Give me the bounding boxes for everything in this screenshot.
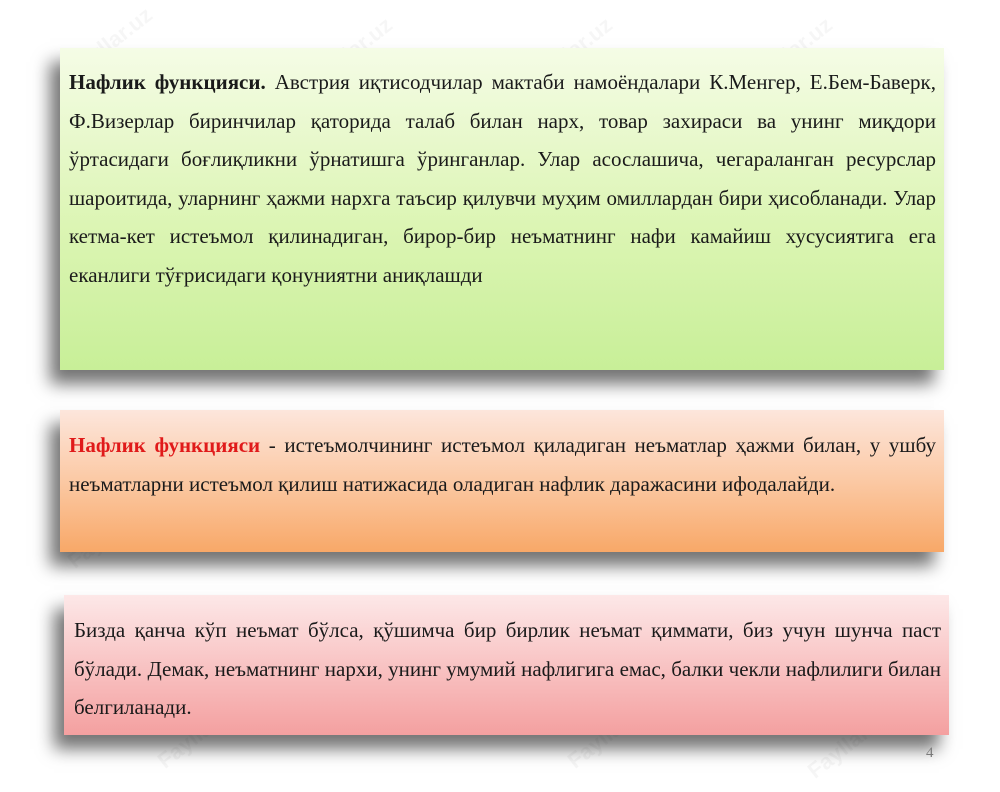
block2-term: Нафлик функцияси (69, 433, 261, 457)
conclusion-block-pink (64, 595, 949, 735)
block3-paragraph: Бизда қанча кўп неъмат бўлса, қўшимча бир бирлик неъмат қиммати, биз учун шунча паст бўлади. Демак, неъматнинг нархи, унинг умумий нафлигига емас, балки чекли нафлилиги билан белгиланади. (74, 618, 941, 719)
block1-text: Австрия иқтисодчилар мактаби намоёндалари К.Менгер, Е.Бем-Баверк, Ф.Визерлар биринчилар қаторида талаб билан нарх, товар захираси ва унинг миқдори ўртасидаги боғлиқликни ўрнатишга ўринганлар. Улар асослашича, чегараланган ресурслар шароитида, уларнинг ҳажми нархга таъсир қилувчи муҳим омиллардан бири ҳисобланади. Улар кетма-кет истеъмол қилинадиган, бирор-бир неъматнинг нафи камайиш хусусиятига ега еканлиги тўғрисидаги қонуниятни аниқлашди (69, 70, 936, 287)
block2-text: - истеъмолчининг истеъмол қиладиган неъматлар ҳажми билан, у ушбу неъматларни истеъмол қилиш натижасида оладиган нафлик даражасини ифодалайди. (69, 433, 936, 496)
definition-block-green (60, 48, 944, 370)
page-number: 4 (926, 745, 934, 761)
block2-paragraph (69, 426, 936, 503)
definition-block-orange (60, 410, 944, 552)
block1-paragraph (69, 63, 936, 294)
block1-term: Нафлик функцияси. (69, 70, 266, 94)
